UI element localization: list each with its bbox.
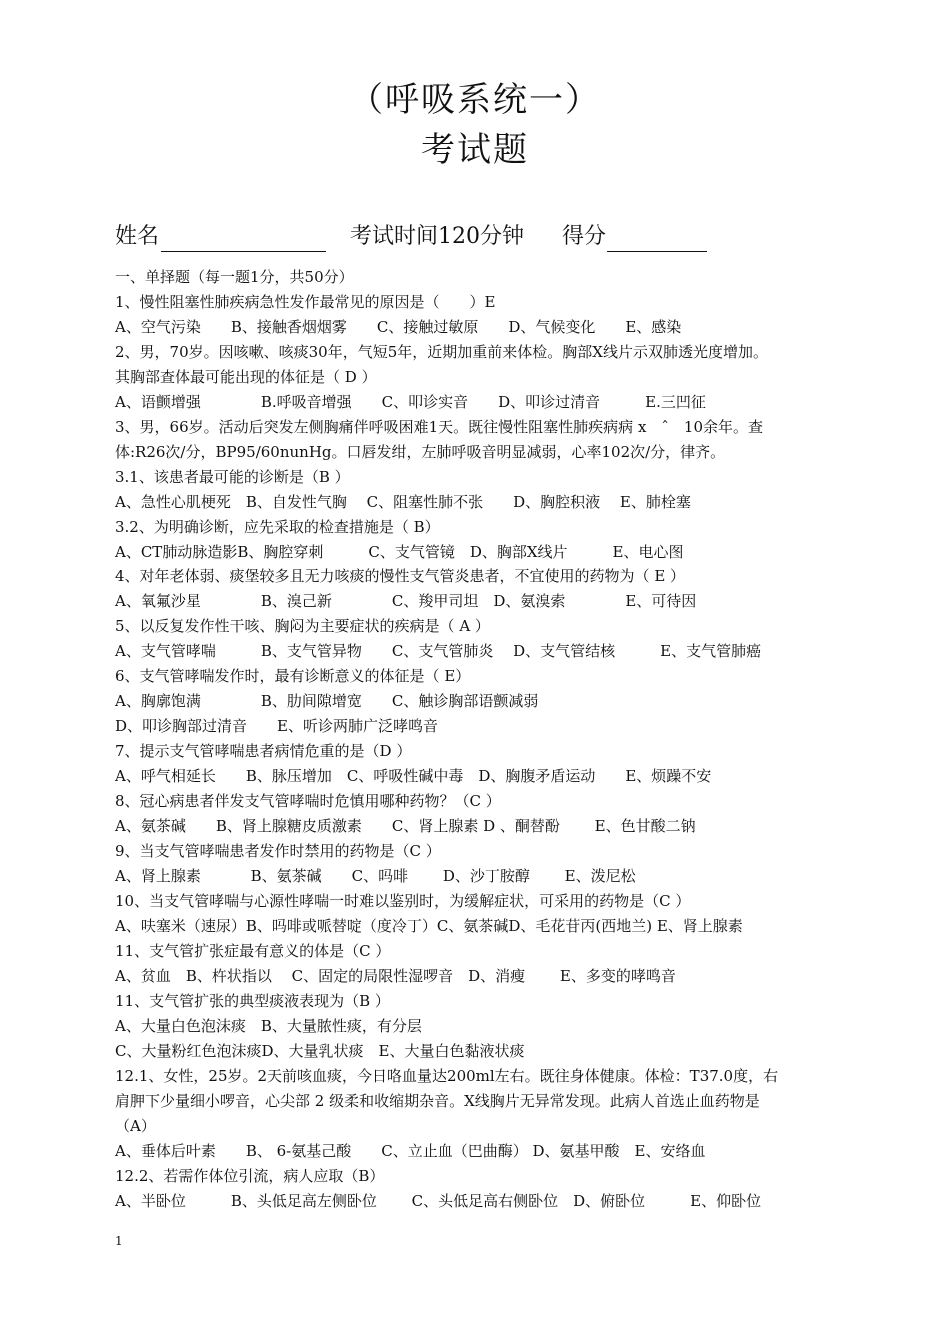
question-line: A、氨茶碱 B、肾上腺糖皮质激素 C、肾上腺素 D 、酮替酚 E、色甘酸二钠 — [115, 817, 696, 835]
question-line: A、CT肺动脉造影B、胸腔穿刺 C、支气管镜 D、胸部X线片 E、电心图 — [115, 543, 684, 561]
question-line: A、贫血 B、杵状指以 C、固定的局限性湿啰音 D、消瘦 E、多变的哮鸣音 — [115, 967, 676, 985]
question-line: 5、以反复发作性干咳、胸闷为主要症状的疾病是（ A ） — [115, 617, 490, 635]
question-line: 3.2、为明确诊断，应先采取的检查措施是（ B） — [115, 518, 440, 536]
question-line: A、大量白色泡沫痰 B、大量脓性痰，有分层 — [115, 1017, 422, 1035]
question-line: 10、当支气管哮喘与心源性哮喘一时难以鉴别时，为缓解症状，可采用的药物是（C ） — [115, 892, 691, 910]
page-title: （呼吸系统一） — [349, 80, 601, 120]
name-blank[interactable] — [161, 251, 326, 252]
question-line: A、支气管哮喘 B、支气管异物 C、支气管肺炎 D、支气管结核 E、支气管肺癌 — [115, 642, 762, 660]
question-line: A、急性心肌梗死 B、自发性气胸 C、阻塞性肺不张 D、胸腔积液 E、肺栓塞 — [115, 493, 691, 511]
question-line: 12.2、若需作体位引流，病人应取（B） — [115, 1167, 385, 1185]
question-line: A、胸廓饱满 B、肋间隙增宽 C、触诊胸部语颤减弱 — [115, 692, 539, 710]
question-line: 3、男，66岁。活动后突发左侧胸痛伴呼吸困难1天。既往慢性阻塞性肺疾病病 x ˆ 10余年。查 — [115, 418, 763, 436]
score-blank[interactable] — [607, 251, 707, 252]
question-line: 一、单择题（每一题1分，共50分） — [115, 268, 354, 286]
question-line: 1、慢性阻塞性肺疾病急性发作最常见的原因是（ ）E — [115, 293, 496, 311]
question-line: A、氧氟沙星 B、溴己新 C、羧甲司坦 D、氨溴索 E、可待因 — [115, 592, 697, 610]
question-line: 12.1、女性，25岁。2天前咳血痰，今日咯血量达200ml左右。既往身体健康。体检：T37.0度，右 — [115, 1067, 779, 1085]
page-subtitle: 考试题 — [421, 130, 529, 170]
question-line: A、呼气相延长 B、脉压增加 C、呼吸性碱中毒 D、胸腹矛盾运动 E、烦躁不安 — [115, 767, 712, 785]
question-line: 3.1、该患者最可能的诊断是（B ） — [115, 468, 350, 486]
question-line: A、半卧位 B、头低足高左侧卧位 C、头低足高右侧卧位 D、俯卧位 E、仰卧位 — [115, 1192, 762, 1210]
question-line: 4、对年老体弱、痰堡较多且无力咳痰的慢性支气管炎患者，不宜使用的药物为（ E ） — [115, 567, 686, 585]
question-line: 9、当支气管哮喘患者发作时禁用的药物是（C ） — [115, 842, 441, 860]
question-line: 11、支气管扩张的典型痰液表现为（B ） — [115, 992, 390, 1010]
name-label: 姓名 — [115, 224, 160, 249]
score-label: 得分 — [562, 224, 607, 249]
question-line: A、语颤增强 B.呼吸音增强 C、叩诊实音 D、叩诊过清音 E.三凹征 — [115, 393, 706, 411]
question-line: 体:R26次/分，BP95/60nunHg。口唇发绀，左肺呼吸音明显减弱，心率102次/分，律齐。 — [115, 443, 726, 461]
question-line: 8、冠心病患者伴发支气管哮喘时危慎用哪种药物？（C ） — [115, 792, 501, 810]
question-line: 6、支气管哮喘发作时，最有诊断意义的体征是（ E） — [115, 667, 471, 685]
question-line: 11、支气管扩张症最有意义的体是（C ） — [115, 942, 391, 960]
question-line: 肩胛下少量细小啰音，心尖部 2 级柔和收缩期杂音。X线胸片无异常发现。此病人首选止血药物是 — [115, 1092, 760, 1110]
exam-header — [115, 222, 835, 254]
question-line: （A） — [115, 1117, 156, 1135]
question-line: A、肾上腺素 B、氨茶碱 C、吗啡 D、沙丁胺醇 E、泼尼松 — [115, 867, 636, 885]
question-line: A、呋塞米（速尿）B、吗啡或哌替啶（度冷丁）C、氨茶碱D、毛花苷丙(西地兰) E、肾上腺素 — [115, 917, 743, 935]
question-line: 7、提示支气管哮喘患者病情危重的是（D ） — [115, 742, 412, 760]
question-line: 其胸部查体最可能出现的体征是（ D ） — [115, 368, 377, 386]
question-line: D、叩诊胸部过清音 E、听诊两肺广泛哮鸣音 — [115, 717, 438, 735]
question-line: 2、男，70岁。因咳嗽、咳痰30年，气短5年，近期加重前来体检。胸部X线片示双肺透光度增加。 — [115, 343, 768, 361]
question-line: A、垂体后叶素 B、 6-氨基己酸 C、立止血（巴曲酶） D、氨基甲酸 E、安络血 — [115, 1142, 706, 1160]
question-line: C、大量粉红色泡沫痰D、大量乳状痰 E、大量白色黏液状痰 — [115, 1042, 525, 1060]
exam-time-label: 考试时间120分钟 — [350, 224, 524, 249]
page-number: 1 — [115, 1234, 123, 1248]
question-line: A、空气污染 B、接触香烟烟雾 C、接触过敏原 D、气候变化 E、感染 — [115, 318, 682, 336]
